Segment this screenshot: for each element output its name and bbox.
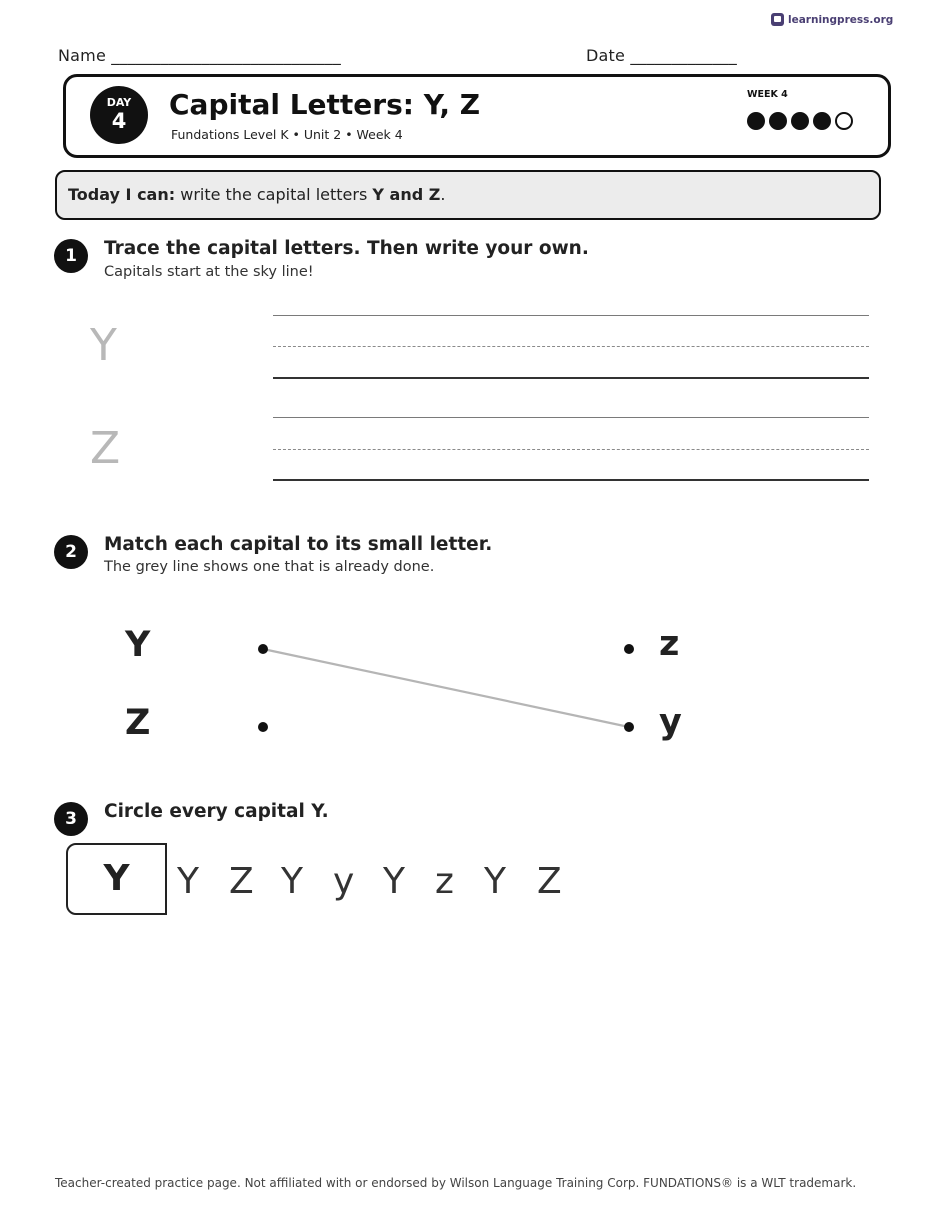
match-dot-left-y[interactable]	[258, 644, 268, 654]
page-subtitle: Fundations Level K • Unit 2 • Week 4	[171, 127, 403, 142]
week-label: WEEK 4	[747, 89, 788, 100]
section-3-title: Circle every capital Y.	[104, 801, 329, 822]
circle-letter[interactable]: Z	[229, 861, 254, 902]
page-title: Capital Letters: Y, Z	[169, 88, 481, 121]
section-1-subtitle: Capitals start at the sky line!	[104, 264, 314, 280]
learning-goal-lead: Today I can:	[68, 185, 176, 204]
learning-goal-letters: Y and Z	[372, 185, 441, 204]
date-field[interactable]: Date _____________	[586, 46, 737, 65]
match-dot-left-z[interactable]	[258, 722, 268, 732]
day-number: 4	[111, 109, 127, 133]
brand-name: learningpress.org	[788, 13, 894, 26]
section-2-number: 2	[54, 535, 88, 569]
section-1-title: Trace the capital letters. Then write your own.	[104, 238, 589, 259]
match-example-line	[263, 649, 629, 727]
name-field[interactable]: Name ____________________________	[58, 46, 341, 65]
section-2-title: Match each capital to its small letter.	[104, 534, 493, 555]
circle-letter[interactable]: Y	[281, 861, 303, 902]
match-small-z: z	[659, 624, 680, 664]
match-capital-z: Z	[125, 703, 151, 743]
circle-letter[interactable]: Y	[177, 861, 199, 902]
circle-letter[interactable]: Y	[383, 861, 405, 902]
example-box	[66, 843, 167, 915]
circle-letter[interactable]: y	[333, 861, 355, 902]
circle-letter[interactable]: z	[435, 861, 454, 902]
match-small-y: y	[659, 702, 682, 742]
trace-letter-z: Z	[90, 423, 121, 474]
day-label: DAY	[106, 96, 132, 109]
trace-letter-y: Y	[90, 320, 117, 371]
match-dot-right-y[interactable]	[624, 722, 634, 732]
match-capital-y: Y	[125, 625, 151, 665]
circle-letter[interactable]: Y	[484, 861, 506, 902]
footer-note: Teacher-created practice page. Not affiliated with or endorsed by Wilson Language Training Corp. FUNDATIONS® is a WLT trademark.	[55, 1176, 857, 1190]
match-dot-right-z[interactable]	[624, 644, 634, 654]
section-1-number: 1	[54, 239, 88, 273]
learning-goal-text: write the capital letters	[175, 185, 373, 204]
section-3-number: 3	[54, 802, 88, 836]
circle-letter[interactable]: Z	[537, 861, 562, 902]
example-letter: Y	[103, 858, 130, 899]
learning-goal-end: .	[440, 185, 446, 204]
section-2-subtitle: The grey line shows one that is already done.	[104, 559, 435, 575]
